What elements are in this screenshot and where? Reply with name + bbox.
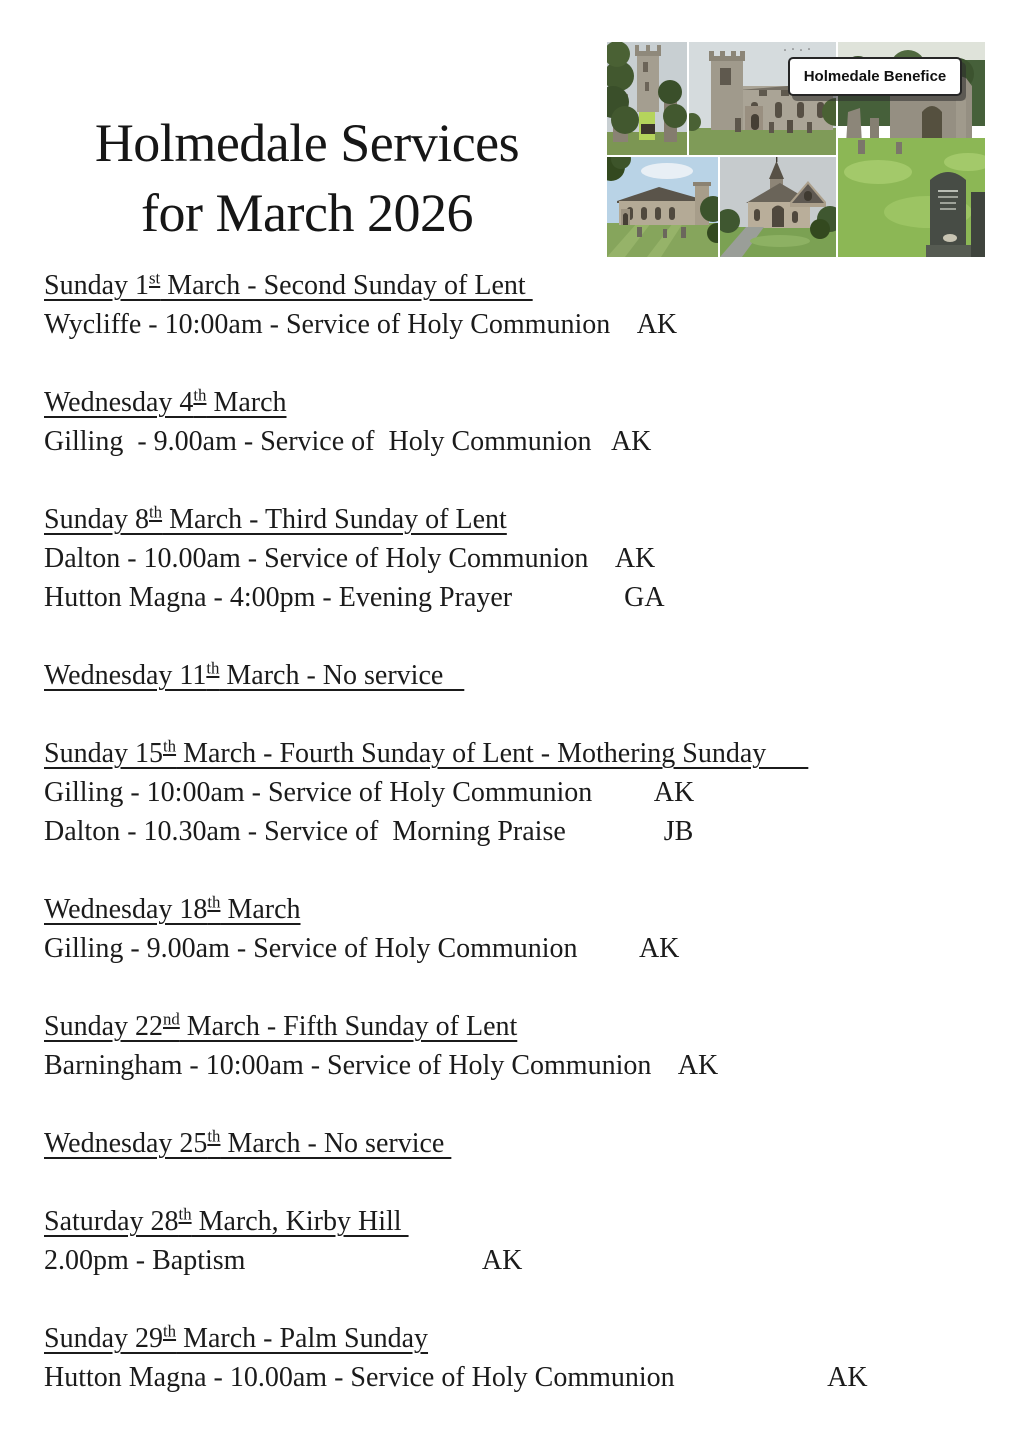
ordinal-suffix: th	[163, 1321, 177, 1341]
service-date-heading: Sunday 29th March - Palm Sunday	[44, 1321, 429, 1354]
ordinal-suffix: th	[207, 892, 221, 912]
service-group	[44, 1007, 994, 1085]
ordinal-suffix: th	[206, 658, 220, 678]
page-title	[0, 108, 614, 248]
benefice-badge	[788, 57, 962, 96]
service-date-heading: Wednesday 4th March	[44, 385, 287, 418]
service-group	[44, 656, 994, 695]
service-entry: Gilling - 10:00am - Service of Holy Communion AK	[44, 777, 695, 808]
service-entry: 2.00pm - Baptism AK	[44, 1245, 523, 1276]
service-date-heading: Wednesday 11th March - No service	[44, 658, 465, 691]
service-group	[44, 890, 994, 968]
ordinal-suffix: st	[149, 268, 161, 288]
service-date-heading: Sunday 1st March - Second Sunday of Lent	[44, 268, 533, 301]
ordinal-suffix: th	[163, 736, 177, 756]
service-entry: Gilling - 9.00am - Service of Holy Communion AK	[44, 933, 680, 964]
service-date-heading: Sunday 8th March - Third Sunday of Lent	[44, 502, 507, 535]
service-entry: Hutton Magna - 10.00am - Service of Holy Communion AK	[44, 1362, 868, 1393]
service-date-heading: Sunday 22nd March - Fifth Sunday of Lent	[44, 1009, 518, 1042]
service-date-heading: Wednesday 18th March	[44, 892, 301, 925]
service-group	[44, 1202, 994, 1280]
ordinal-suffix: th	[149, 502, 163, 522]
ordinal-suffix: th	[178, 1204, 192, 1224]
service-group	[44, 1124, 994, 1163]
page-title-line1: Holmedale Services	[94, 113, 520, 174]
service-group	[44, 1319, 994, 1397]
benefice-badge-label: Holmedale Benefice	[803, 68, 947, 85]
service-group	[44, 734, 994, 851]
page-title-line2: for March 2026	[141, 183, 473, 244]
service-group	[44, 266, 994, 344]
service-group	[44, 500, 994, 617]
ordinal-suffix: th	[193, 385, 207, 405]
ordinal-suffix: nd	[163, 1009, 180, 1029]
service-group	[44, 383, 994, 461]
service-entry: Dalton - 10.00am - Service of Holy Communion AK	[44, 543, 656, 574]
service-entry: Gilling - 9.00am - Service of Holy Communion AK	[44, 426, 652, 457]
church-tower-ivy-photo	[607, 42, 687, 155]
service-schedule	[44, 266, 994, 1397]
church-spire-path-photo	[720, 157, 836, 257]
service-date-heading: Saturday 28th March, Kirby Hill	[44, 1204, 409, 1237]
ordinal-suffix: th	[207, 1126, 221, 1146]
service-entry: Wycliffe - 10:00am - Service of Holy Communion AK	[44, 309, 678, 340]
service-date-heading: Wednesday 25th March - No service	[44, 1126, 452, 1159]
long-church-lawn-photo	[607, 157, 718, 257]
service-date-heading: Sunday 15th March - Fourth Sunday of Lent - Mothering Sunday	[44, 736, 809, 769]
service-entry: Barningham - 10:00am - Service of Holy Communion AK	[44, 1050, 719, 1081]
church-photo-collage	[607, 42, 985, 257]
service-entry: Dalton - 10.30am - Service of Morning Praise JB	[44, 816, 694, 847]
service-entry: Hutton Magna - 4:00pm - Evening Prayer GA	[44, 582, 665, 613]
